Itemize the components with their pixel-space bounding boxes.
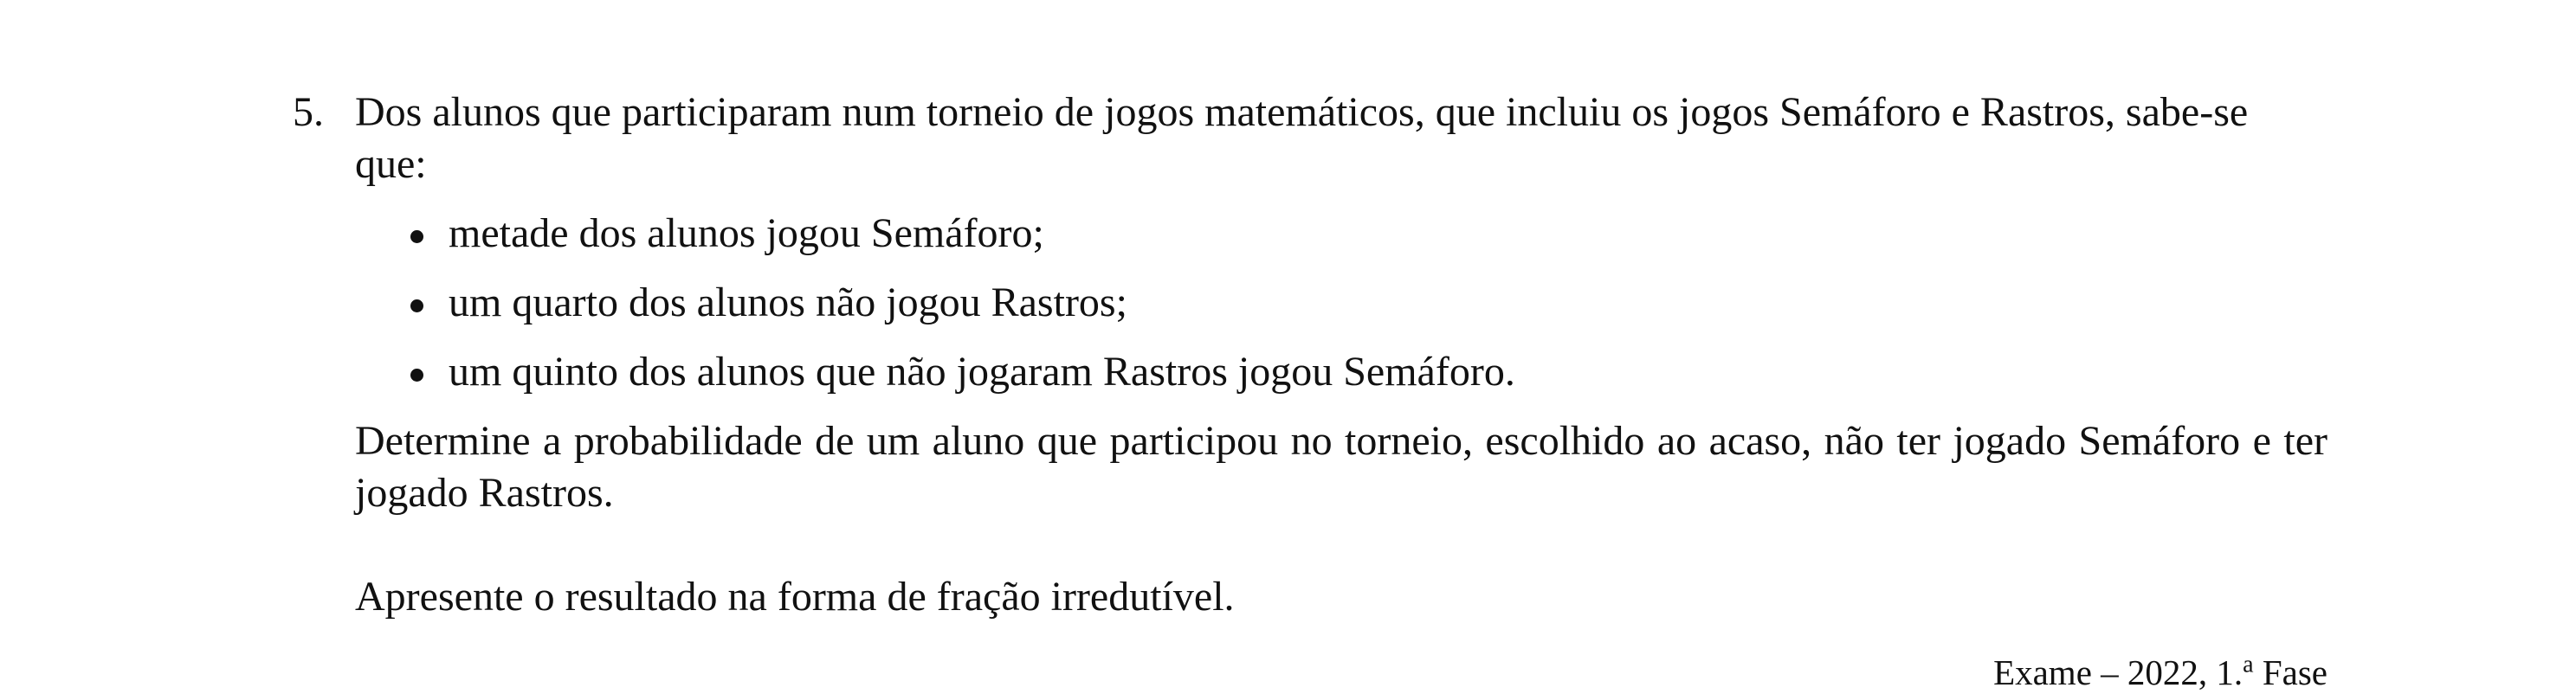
question-number: 5. xyxy=(293,89,324,135)
source-ordinal: a xyxy=(2243,651,2254,678)
condition-text: um quinto dos alunos que não jogaram Rastros jogou Semáforo. xyxy=(449,349,1515,395)
bullet-icon xyxy=(410,369,423,382)
question-intro: Dos alunos que participaram num torneio de jogos matemáticos, que incluiu os jogos Semáforo e Rastros, sabe-se que: xyxy=(355,89,2249,187)
source-prefix: Exame – 2022, 1. xyxy=(1993,652,2244,692)
source-suffix: Fase xyxy=(2253,652,2327,692)
condition-text: um quarto dos alunos não jogou Rastros; xyxy=(449,280,1127,325)
condition-item xyxy=(355,277,2327,329)
question-body xyxy=(355,87,2327,623)
question-5 xyxy=(293,87,2327,623)
exam-source xyxy=(1993,651,2327,694)
question-prompt: Determine a probabilidade de um aluno que participou no torneio, escolhido ao acaso, não ter jogado Semáforo e ter jogado Rastros. xyxy=(355,418,2327,516)
bullet-icon xyxy=(410,230,423,243)
condition-item xyxy=(355,208,2327,260)
bullet-icon xyxy=(410,299,423,312)
condition-text: metade dos alunos jogou Semáforo; xyxy=(449,210,1044,256)
condition-item xyxy=(355,346,2327,398)
conditions-list xyxy=(355,208,2327,398)
question-instruction: Apresente o resultado na forma de fração irredutível. xyxy=(355,574,1235,620)
